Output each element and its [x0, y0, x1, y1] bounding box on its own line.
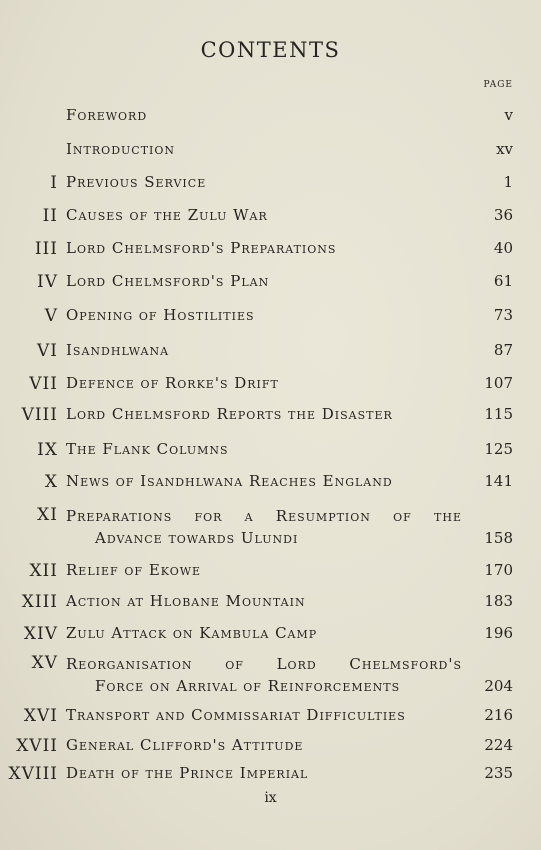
- chapter-title: [66, 706, 406, 724]
- chapter-title-line: General Clifford's Attitude: [66, 736, 304, 754]
- chapter-number: XVI: [23, 706, 58, 726]
- chapter-title-line: Preparations for a Resumption of the: [66, 507, 462, 525]
- chapter-title-line: Introduction: [66, 140, 176, 158]
- page-number: 87: [493, 341, 513, 359]
- chapter-title-line: Relief of Ekowe: [66, 561, 202, 579]
- chapter-title-line: Death of the Prince Imperial: [66, 764, 309, 782]
- page-number: 40: [493, 239, 513, 257]
- chapter-number: XI: [37, 505, 58, 525]
- chapter-title-line: Action at Hlobane Mountain: [66, 592, 306, 610]
- chapter-title-line: Foreword: [66, 106, 148, 124]
- chapter-title-line: Zulu Attack on Kambula Camp: [66, 624, 318, 642]
- chapter-number: XIV: [23, 624, 58, 644]
- chapter-title-line: Previous Service: [66, 173, 207, 191]
- chapter-number: V: [44, 306, 58, 326]
- page-number: 115: [484, 405, 513, 423]
- page-number: 196: [484, 624, 513, 642]
- chapter-title: [66, 440, 229, 458]
- chapter-title-line: Reorganisation of Lord Chelmsford's: [66, 655, 462, 673]
- page-folio: ix: [264, 790, 277, 806]
- chapter-title: [66, 405, 393, 423]
- chapter-title-line: Isandhlwana: [66, 341, 170, 359]
- page-number: v: [504, 106, 513, 124]
- chapter-number: XVII: [16, 736, 58, 756]
- chapter-title: [66, 472, 393, 490]
- page-number: 141: [484, 472, 513, 490]
- chapter-title: [66, 341, 169, 359]
- chapter-number: IX: [37, 440, 58, 460]
- chapter-number: II: [42, 206, 58, 226]
- page-number: 73: [493, 306, 513, 324]
- chapter-title: [66, 140, 175, 158]
- chapter-title: [66, 505, 462, 549]
- chapter-title-line-2: Advance towards Ulundi: [95, 529, 299, 547]
- chapter-title-line: Defence of Rorke's Drift: [66, 374, 279, 392]
- chapter-number: XII: [29, 561, 58, 581]
- chapter-title: [66, 592, 306, 610]
- page-number: 107: [484, 374, 513, 392]
- page-number: 224: [484, 736, 513, 754]
- contents-heading: CONTENTS: [200, 38, 341, 62]
- page-number: xv: [496, 140, 513, 158]
- chapter-title: [66, 374, 279, 392]
- page-number: 204: [484, 677, 513, 695]
- page-number: 36: [493, 206, 513, 224]
- page-number: 216: [484, 706, 513, 724]
- chapter-title-line: Lord Chelmsford's Preparations: [66, 239, 337, 257]
- page-number: 170: [484, 561, 513, 579]
- chapter-number: III: [34, 239, 58, 259]
- chapter-number: VIII: [21, 405, 58, 425]
- page-column-label: PAGE: [483, 80, 513, 90]
- chapter-title-line: News of Isandhlwana Reaches England: [66, 472, 393, 490]
- chapter-title-line-2: Force on Arrival of Reinforcements: [95, 677, 401, 695]
- chapter-number: XIII: [21, 592, 58, 612]
- page-number: 158: [484, 529, 513, 547]
- page-number: 125: [484, 440, 513, 458]
- chapter-title: [66, 764, 308, 782]
- chapter-title-line: Lord Chelmsford Reports the Disaster: [66, 405, 393, 423]
- chapter-title: [66, 206, 268, 224]
- chapter-number: XV: [31, 653, 58, 673]
- chapter-number: XVIII: [8, 764, 58, 784]
- chapter-title-line: Transport and Commissariat Difficulties: [66, 706, 406, 724]
- page-number: 183: [484, 592, 513, 610]
- chapter-number: IV: [37, 272, 58, 292]
- page-number: 1: [503, 173, 513, 191]
- page-number: 61: [493, 272, 513, 290]
- chapter-title: [66, 239, 336, 257]
- chapter-number: I: [50, 173, 58, 193]
- chapter-number: X: [44, 472, 58, 492]
- chapter-title: [66, 173, 206, 191]
- page-number: 235: [484, 764, 513, 782]
- chapter-title: [66, 306, 255, 324]
- chapter-title-line: Causes of the Zulu War: [66, 206, 268, 224]
- chapter-title: [66, 653, 462, 697]
- chapter-number: VII: [29, 374, 58, 394]
- chapter-title-line: The Flank Columns: [66, 440, 229, 458]
- chapter-title-line: Opening of Hostilities: [66, 306, 255, 324]
- chapter-title: [66, 736, 303, 754]
- chapter-title-line: Lord Chelmsford's Plan: [66, 272, 270, 290]
- chapter-number: VI: [37, 341, 58, 361]
- chapter-title: [66, 561, 201, 579]
- chapter-title: [66, 272, 269, 290]
- chapter-title: [66, 106, 147, 124]
- chapter-title: [66, 624, 317, 642]
